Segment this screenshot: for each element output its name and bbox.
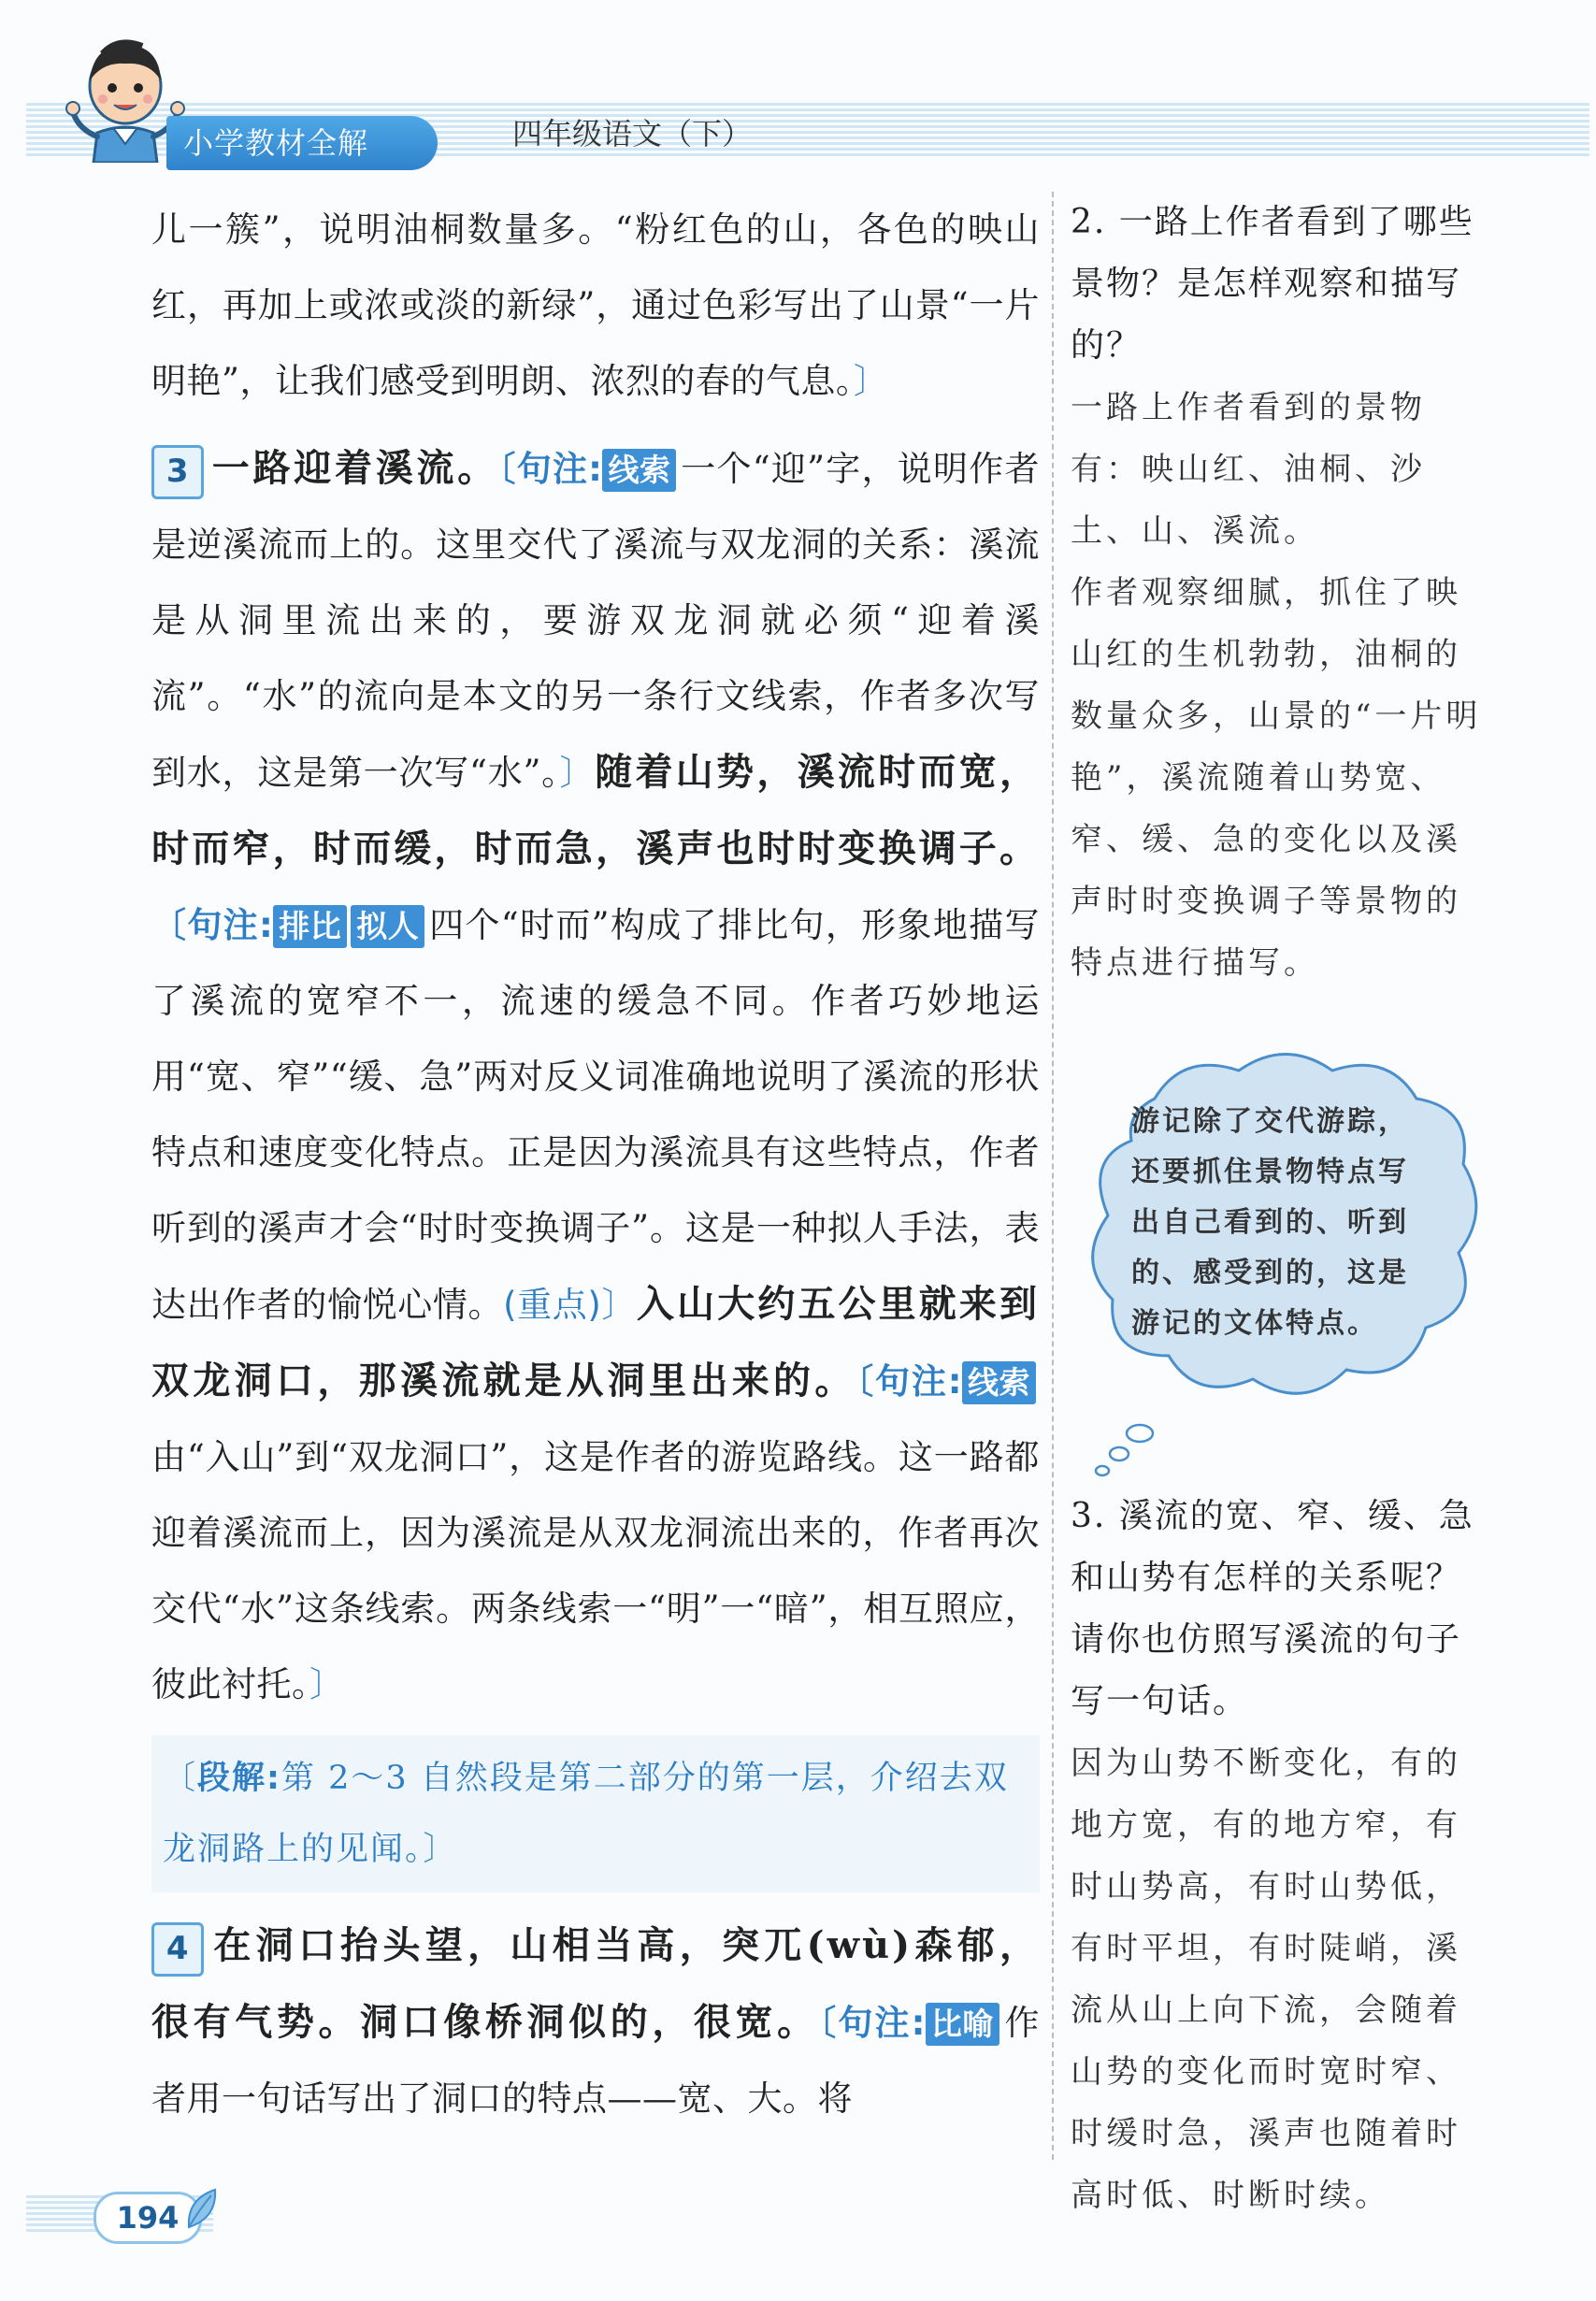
note-text: 作者用一句话写出了洞口的特点——宽、大。将 xyxy=(151,2003,1041,2119)
side-column xyxy=(1071,192,1491,2226)
paragraph-number-3: 3 xyxy=(151,445,204,499)
note-tag-clue: 线索 xyxy=(602,449,676,492)
text-sentence: 随着山势，溪流时而宽，时而窄，时而缓，时而急，溪声也时时变换调子。 xyxy=(151,750,1040,870)
note-text: 一个“迎”字，说明作者是逆溪流而上的。这里交代了溪流与双龙洞的关系：溪流是从洞里流出来的，要游双龙洞就必须“迎着溪流”。“水”的流向是本文的另一条行文线索，作者多次写到水，这是第一次写“水”。 xyxy=(151,449,1040,793)
paragraph-number-4: 4 xyxy=(151,1922,204,1977)
paragraph-continued xyxy=(151,192,1040,419)
brand-banner: 小学教材全解 xyxy=(166,116,438,170)
note-tag-metaphor: 比喻 xyxy=(926,2003,999,2046)
question-3: 3. 溪流的宽、窄、缓、急和山势有怎样的关系呢？请你也仿照写溪流的句子写一句话。 xyxy=(1071,1497,1474,1720)
segment-analysis xyxy=(151,1735,1040,1892)
page-number: 194 xyxy=(93,2192,202,2244)
text-sentence: 入山大约五公里就来到双龙洞口，那溪流就是从洞里出来的。 xyxy=(151,1282,1040,1402)
note-close: 〕 xyxy=(853,361,889,401)
answer-3: 因为山势不断变化，有的地方宽，有的地方窄，有时山势高，有时山势低，有时平坦，有时陡峭，溪流从山上向下流，会随着山势的变化而时宽时窄、时缓时急，溪声也随着时高时低、时断时续。 xyxy=(1071,1745,1461,2214)
text-sentence: 在洞口抬头望，山相当高，突兀(wù)森郁，很有气势。洞口像桥洞似的，很宽。 xyxy=(151,1923,1040,2044)
note-text: 四个“时而”构成了排比句，形象地描写了溪流的宽窄不一，流速的缓急不同。作者巧妙地运用“宽、窄”“缓、急”两对反义词准确地说明了溪流的形状特点和速度变化特点。正是因为溪流具有这些特点，作者听到的溪声才会“时时变换调子”。这是一种拟人手法，表达出作者的愉悦心情。 xyxy=(151,905,1040,1325)
question-2: 2. 一路上作者看到了哪些景物？是怎样观察和描写的？ xyxy=(1071,203,1474,365)
sentence-note-label: 〔句注: xyxy=(856,1361,963,1402)
thought-bubbles xyxy=(1082,1417,1194,1482)
paragraph-text: 儿一簇”，说明油桐数量多。“粉红色的山，各色的映山红，再加上或浓或淡的新绿”，通过色彩写出了山景“一片明艳”，让我们感受到明朗、浓烈的春的气息。 xyxy=(151,209,1040,401)
sentence-note-label: 〔句注: xyxy=(497,449,603,489)
tip-cloud xyxy=(1080,1043,1491,1417)
column-divider xyxy=(1052,192,1054,2160)
segment-open: 〔 xyxy=(163,1760,198,1797)
note-tag-clue: 线索 xyxy=(962,1361,1036,1404)
text-sentence: 一路迎着溪流。 xyxy=(211,446,498,490)
note-text: 由“入山”到“双龙洞口”，这是作者的游览路线。这一路都迎着溪流而上，因为溪流是从双龙洞流出来的，作者再次交代“水”这条线索。两条线索一“明”一“暗”，相互照应，彼此衬托。 xyxy=(151,1437,1040,1704)
segment-text: 第 2～3 自然段是第二部分的第一层，介绍去双龙洞路上的见闻。 xyxy=(163,1760,1009,1868)
leaf-icon xyxy=(183,2186,221,2231)
paragraph-4 xyxy=(151,1907,1040,2136)
segment-label: 段解: xyxy=(197,1760,282,1797)
note-close: 〕 xyxy=(309,1664,345,1704)
main-column xyxy=(151,192,1040,2136)
key-point-mark: (重点) xyxy=(503,1285,602,1325)
note-tag-personification: 拟人 xyxy=(351,905,424,948)
sentence-note-label: 〔句注: xyxy=(818,2003,926,2043)
note-tag-parallelism: 排比 xyxy=(273,905,347,948)
paragraph-3 xyxy=(151,430,1040,1722)
answer-2-list: 一路上作者看到的景物有：映山红、油桐、沙土、山、溪流。 xyxy=(1071,389,1426,550)
tip-text: 游记除了交代游踪，还要抓住景物特点写出自己看到的、听到的、感受到的，这是游记的文体特点。 xyxy=(1131,1105,1409,1340)
note-close: 〕 xyxy=(559,753,596,793)
answer-2-analysis: 作者观察细腻，抓住了映山红的生机勃勃，油桐的数量众多，山景的“一片明艳”，溪流随着山势宽、窄、缓、急的变化以及溪声时时变换调子等景物的特点进行描写。 xyxy=(1071,574,1482,982)
note-close: 〕 xyxy=(601,1285,638,1325)
sentence-note-label: 〔句注: xyxy=(151,905,274,945)
grade-label: 四年级语文（下） xyxy=(512,116,753,151)
segment-close: 〕 xyxy=(423,1831,458,1868)
